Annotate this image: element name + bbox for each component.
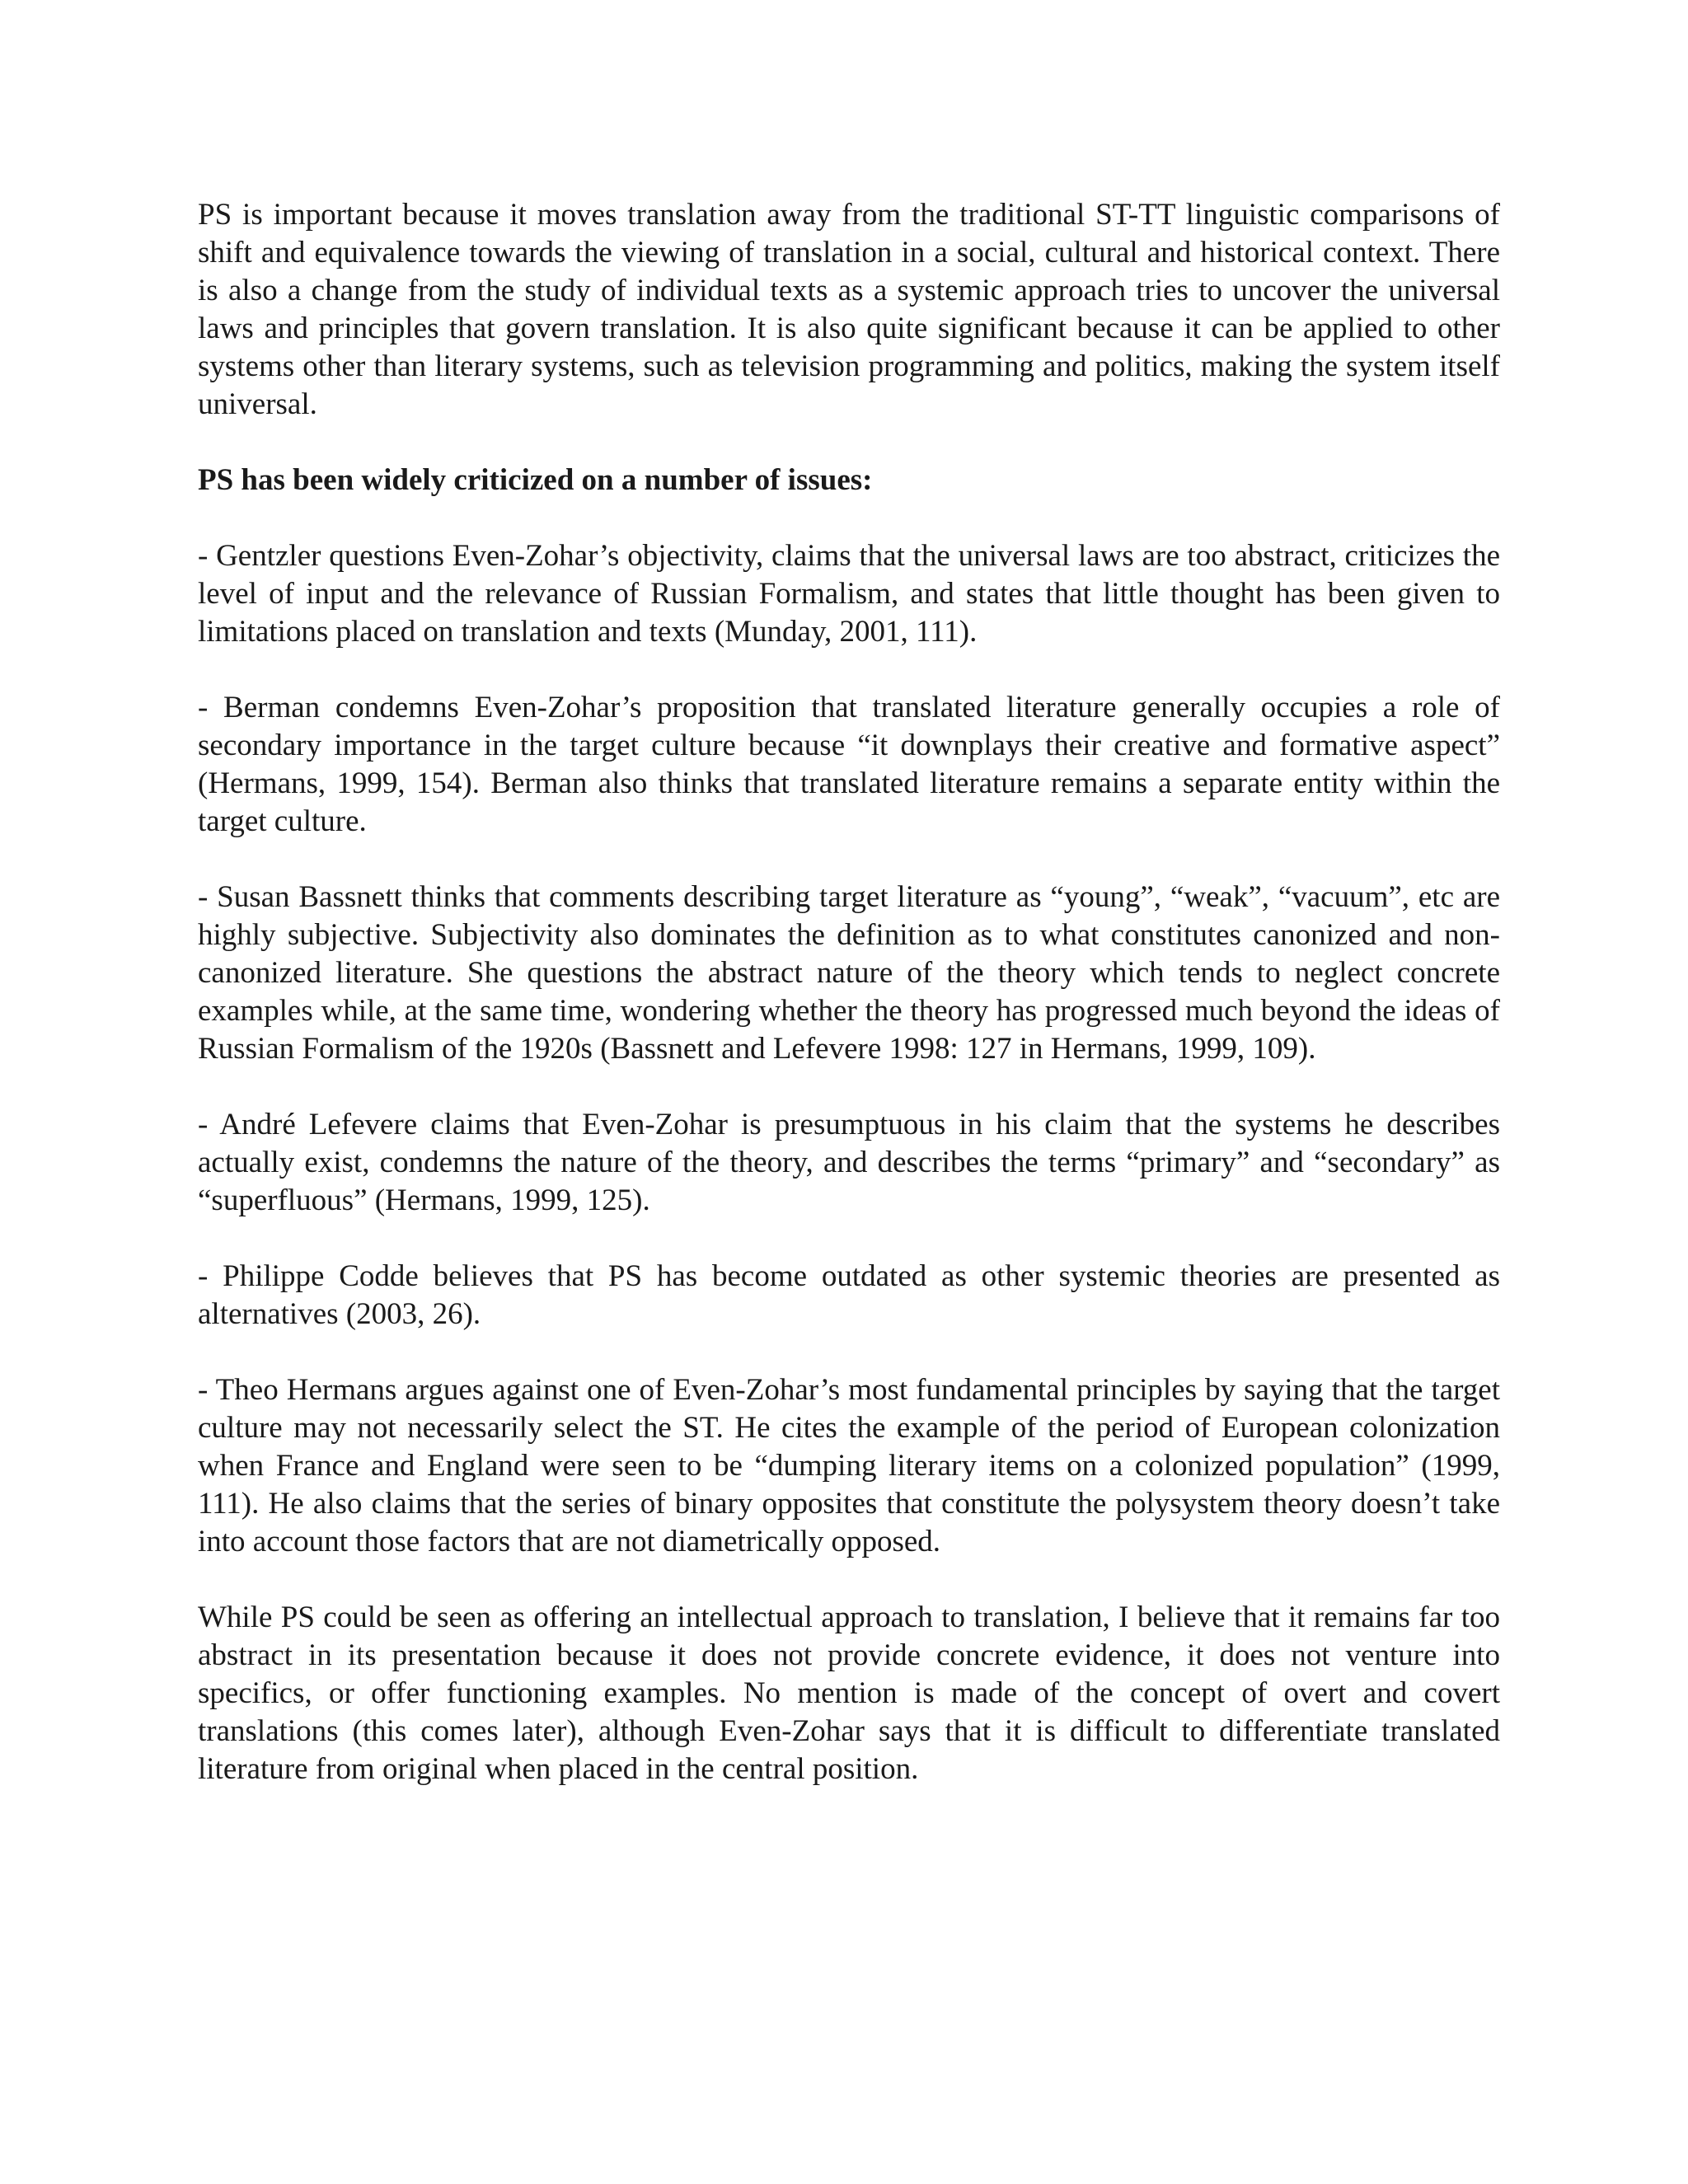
conclusion-paragraph: While PS could be seen as offering an intellectual approach to translation, I believe that it remains far too abstract in its presentation because it does not provide concrete evidence, it does not venture into specifics, or offer functioning examples. No mention is made of the concept of overt and covert translations (this comes later), although Even-Zohar says that it is difficult to differentiate translated literature from original when placed in the central position.: [198, 1601, 1500, 1786]
criticism-lefevere: - André Lefevere claims that Even-Zohar is presumptuous in his claim that the systems he describes actually exist, condemns the nature of the theory, and describes the terms “primary” and “secondary” as “superfluous” (Hermans, 1999, 125).: [198, 1108, 1500, 1217]
criticism-bassnett: - Susan Bassnett thinks that comments describing target literature as “young”, “weak”, “vacuum”, etc are highly subjective. Subjectivity also dominates the definition as to what constitutes canonized and non-canonized literature. She questions the abstract nature of the theory which tends to neglect concrete examples while, at the same time, wondering whether the theory has progressed much beyond the ideas of Russian Formalism of the 1920s (Bassnett and Lefevere 1998: 127 in Hermans, 1999, 109).: [198, 880, 1500, 1066]
criticism-codde: - Philippe Codde believes that PS has become outdated as other systemic theories are presented as alternatives (2003, 26).: [198, 1259, 1500, 1331]
criticism-heading: PS has been widely criticized on a number of issues:: [198, 463, 873, 497]
criticism-gentzler: - Gentzler questions Even-Zohar’s objectivity, claims that the universal laws are too abstract, criticizes the level of input and the relevance of Russian Formalism, and states that little thought has been given to limitations placed on translation and texts (Munday, 2001, 111).: [198, 539, 1500, 649]
criticism-hermans: - Theo Hermans argues against one of Even-Zohar’s most fundamental principles by saying that the target culture may not necessarily select the ST. He cites the example of the period of European colonization when France and England were seen to be “dumping literary items on a colonized population” (1999, 111). He also claims that the series of binary opposites that constitute the polysystem theory doesn’t take into account those factors that are not diametrically opposed.: [198, 1373, 1500, 1558]
document-page: [198, 196, 1500, 1826]
intro-paragraph: PS is important because it moves translation away from the traditional ST-TT linguistic comparisons of shift and equivalence towards the viewing of translation in a social, cultural and historical context. There is also a change from the study of individual texts as a systemic approach tries to uncover the universal laws and principles that govern translation. It is also quite significant because it can be applied to other systems other than literary systems, such as television programming and politics, making the system itself universal.: [198, 198, 1500, 421]
criticism-berman: - Berman condemns Even-Zohar’s proposition that translated literature generally occupies a role of secondary importance in the target culture because “it downplays their creative and formative aspect” (Hermans, 1999, 154). Berman also thinks that translated literature remains a separate entity within the target culture.: [198, 691, 1500, 838]
